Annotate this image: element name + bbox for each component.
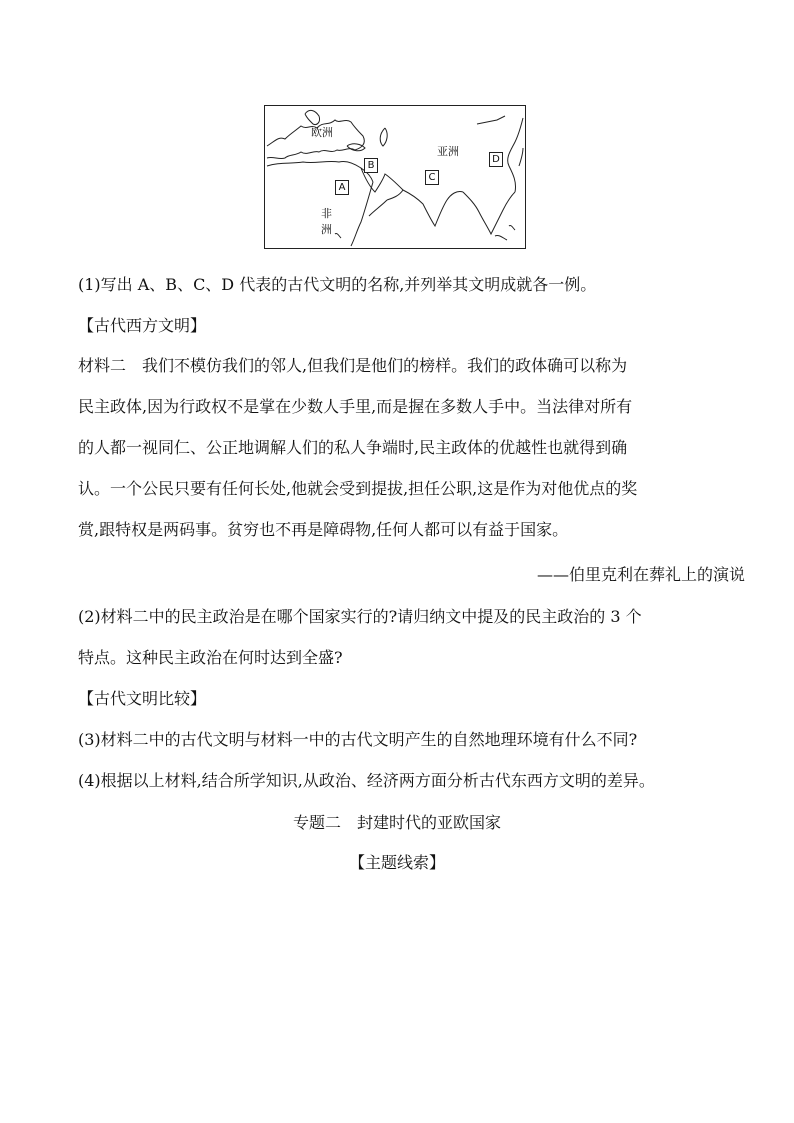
marker-a: A xyxy=(335,180,349,195)
topic-title: 专题二 封建时代的亚欧国家 xyxy=(292,813,501,832)
material-2-line-1: 材料二 我们不模仿我们的邻人,但我们是他们的榜样。我们的政体确可以称为 xyxy=(78,356,628,375)
attribution: ——伯里克利在葬礼上的演说 xyxy=(536,565,745,584)
label-africa-1: 非 xyxy=(321,207,332,220)
question-4: (4)根据以上材料,结合所学知识,从政治、经济两方面分析古代东西方文明的差异。 xyxy=(78,771,655,790)
heading-theme-clues: 【主题线索】 xyxy=(348,853,445,872)
marker-b: B xyxy=(364,158,378,173)
label-africa-2: 洲 xyxy=(321,223,332,236)
question-2-line-2: 特点。这种民主政治在何时达到全盛? xyxy=(78,648,343,667)
marker-c: C xyxy=(425,170,439,185)
label-asia: 亚洲 xyxy=(437,145,459,158)
marker-d: D xyxy=(489,152,503,167)
material-2-line-2: 民主政体,因为行政权不是掌在少数人手里,而是握在多数人手中。当法律对所有 xyxy=(78,397,633,416)
heading-civilization-comparison: 【古代文明比较】 xyxy=(78,689,207,708)
map-outline xyxy=(265,106,524,247)
question-2-line-1: (2)材料二中的民主政治是在哪个国家实行的?请归纳文中提及的民主政治的 3 个 xyxy=(78,607,642,626)
heading-ancient-west: 【古代西方文明】 xyxy=(78,316,207,335)
material-2-line-5: 赏,跟特权是两码事。贫穷也不再是障碍物,任何人都可以有益于国家。 xyxy=(78,520,569,539)
material-2-line-4: 认。一个公民只要有任何长处,他就会受到提拔,担任公职,这是作为对他优点的奖 xyxy=(78,479,638,498)
question-3: (3)材料二中的古代文明与材料一中的古代文明产生的自然地理环境有什么不同? xyxy=(78,730,638,749)
question-1: (1)写出 A、B、C、D 代表的古代文明的名称,并列举其文明成就各一例。 xyxy=(78,275,597,294)
material-2-line-3: 的人都一视同仁、公正地调解人们的私人争端时,民主政体的优越性也就得到确 xyxy=(78,438,628,457)
label-europe: 欧洲 xyxy=(311,126,333,139)
map-figure xyxy=(264,105,526,249)
